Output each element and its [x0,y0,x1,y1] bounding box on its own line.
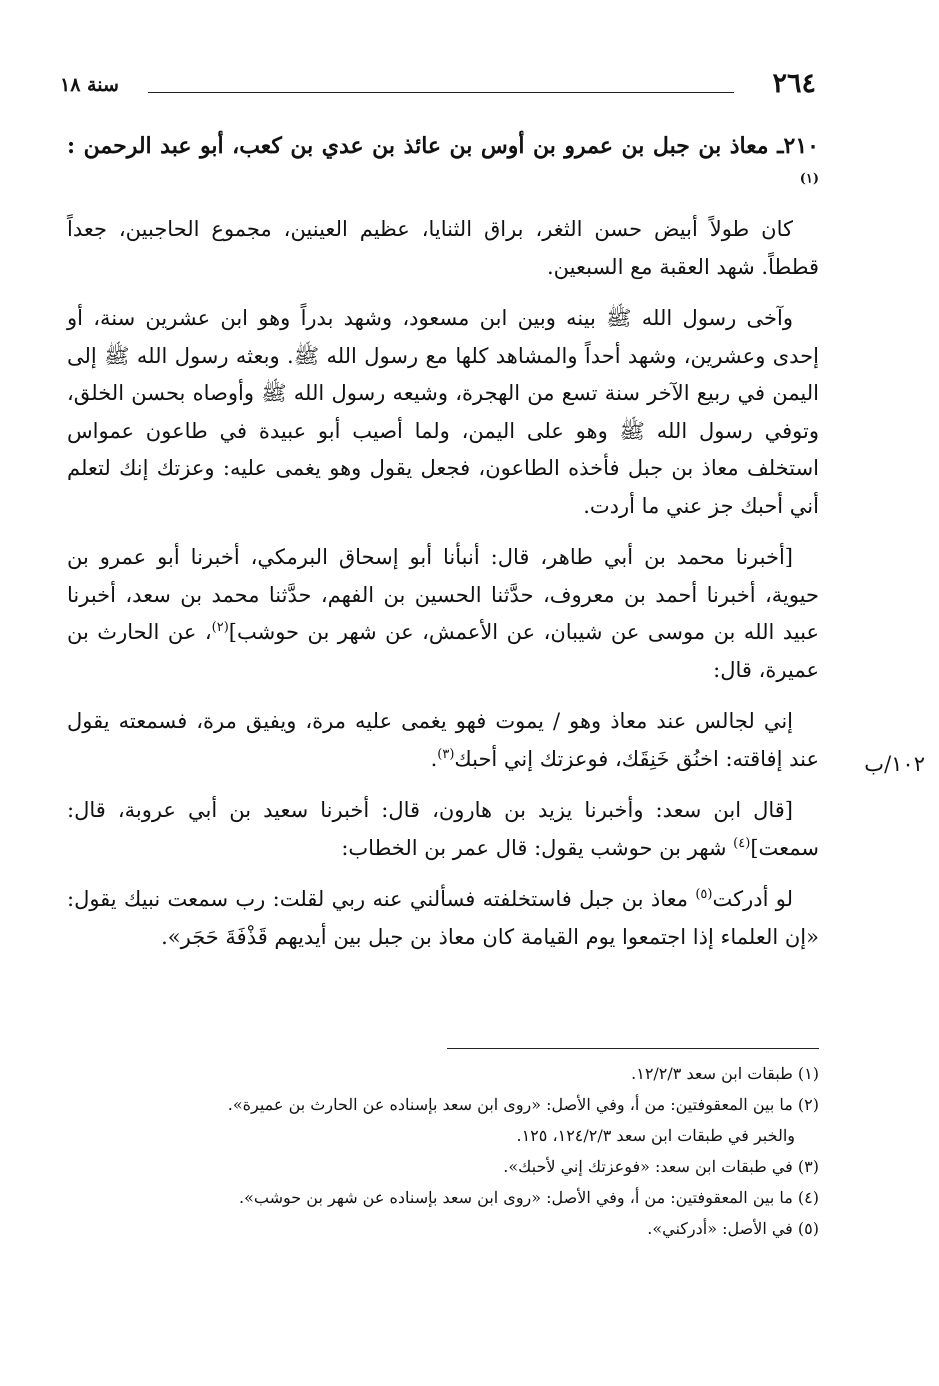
paragraph-isnad-1 [67,539,819,689]
paragraph-isnad-2 [67,792,819,867]
narration-2-text: لو أدركت [712,887,794,911]
entry-heading-text: ٢١٠ـ معاذ بن جبل بن عمرو بن أوس بن عائذ بن عدي بن كعب، أبو عبد الرحمن : [67,133,819,159]
footnotes [67,1058,819,1244]
footnote-2-continuation: والخبر في طبقات ابن سعد ١٢٤/٢/٣، ١٢٥. [516,1126,795,1145]
page-number: ٢٦٤ [772,68,816,99]
isnad-1-text: [أخبرنا محمد بن أبي طاهر، قال: أنبأنا أبو إسحاق البرمكي، أخبرنا أبو عمرو بن حيوية، أخبرنا أحمد بن معروف، حدَّثنا الحسين بن الفهم، حدَّثنا محمد بن سعد، أخبرنا عبيد الله بن موسى عن شيبان، عن الأعمش، عن شهر بن حوشب] [67,545,820,644]
footnote-ref-4: (٤) [733,835,751,851]
narration-1-tail: . [430,746,438,771]
isnad-2-tail: شهر بن حوشب يقول: قال عمر بن الخطاب: [341,835,734,860]
footnote-4: (٤) ما بين المعقوفتين: من أ، وفي الأصل: «روى ابن سعد بإسناده عن شهر بن حوشب». [239,1188,819,1207]
paragraph-narration-2 [67,881,819,956]
paragraph-description: كان طولاً أبيض حسن الثغر، براق الثنايا، عظيم العينين، مجموع الحاجبين، جعداً قططاً. شهد العقبة مع السبعين. [67,217,819,279]
page-header [60,66,816,106]
footnote-2: (٢) ما بين المعقوفتين: من أ، وفي الأصل: «روى ابن سعد بإسناده عن الحارث بن عميرة». [227,1095,819,1114]
footnote-ref-1: (١) [799,171,819,187]
paragraph-biography: وآخى رسول الله ﷺ بينه وبين ابن مسعود، وشهد بدراً وهو ابن عشرين سنة، أو إحدى وعشرين، وشهد أحداً والمشاهد كلها مع رسول الله ﷺ. وبعثه رسول الله ﷺ إلى اليمن في ربيع الآخر سنة تسع من الهجرة، وشيعه رسول الله ﷺ وأوصاه بحسن الخلق، وتوفي رسول الله ﷺ وهو على اليمن، ولما أصيب أبو عبيدة في طاعون عمواس استخلف معاذ بن جبل فأخذه الطاعون، فجعل يقول وهو يغمى عليه: وعزتك إنك لتعلم أني أحبك جز عني ما أردت. [67,306,819,518]
footnote-1: (١) طبقات ابن سعد ١٢/٢/٣. [631,1064,819,1083]
running-head: سنة ١٨ [60,74,119,96]
header-rule [148,92,734,93]
isnad-1-tail: ، عن الحارث بن عميرة، قال: [67,620,819,682]
isnad-2-text: [قال ابن سعد: وأخبرنا يزيد بن هارون، قال: أخبرنا سعيد بن أبي عروبة، قال: سمعت] [67,798,819,860]
narration-1-text: إني لجالس عند معاذ وهو / يموت فهو يغمى عليه مرة، ويفيق مرة، فسمعته يقول عند إفاقته: اخنُق خَنِقَك، فوعزتك إني أحبك [67,709,819,771]
footnote-ref-5: (٥) [695,887,713,902]
manuscript-folio-marker: ١٠٢/ب [864,752,925,776]
entry-heading [67,128,819,203]
footnote-ref-3: (٣) [437,746,455,762]
paragraph-narration-1 [67,703,819,778]
main-text [67,128,819,970]
footnote-5: (٥) في الأصل: «أدركني». [647,1219,819,1238]
footnote-rule [447,1048,819,1049]
footnote-3: (٣) في طبقات ابن سعد: «فوعزتك إني لأحبك». [503,1157,819,1176]
narration-2-tail: معاذ بن جبل فاستخلفته فسألني عنه ربي لقلت: رب سمعت نبيك يقول: «إن العلماء إذا اجتمعوا يوم القيامة كان معاذ بن جبل بين أيديهم قَذْفَةَ حَجَر». [67,887,819,949]
footnote-ref-2: (٢) [211,620,229,635]
